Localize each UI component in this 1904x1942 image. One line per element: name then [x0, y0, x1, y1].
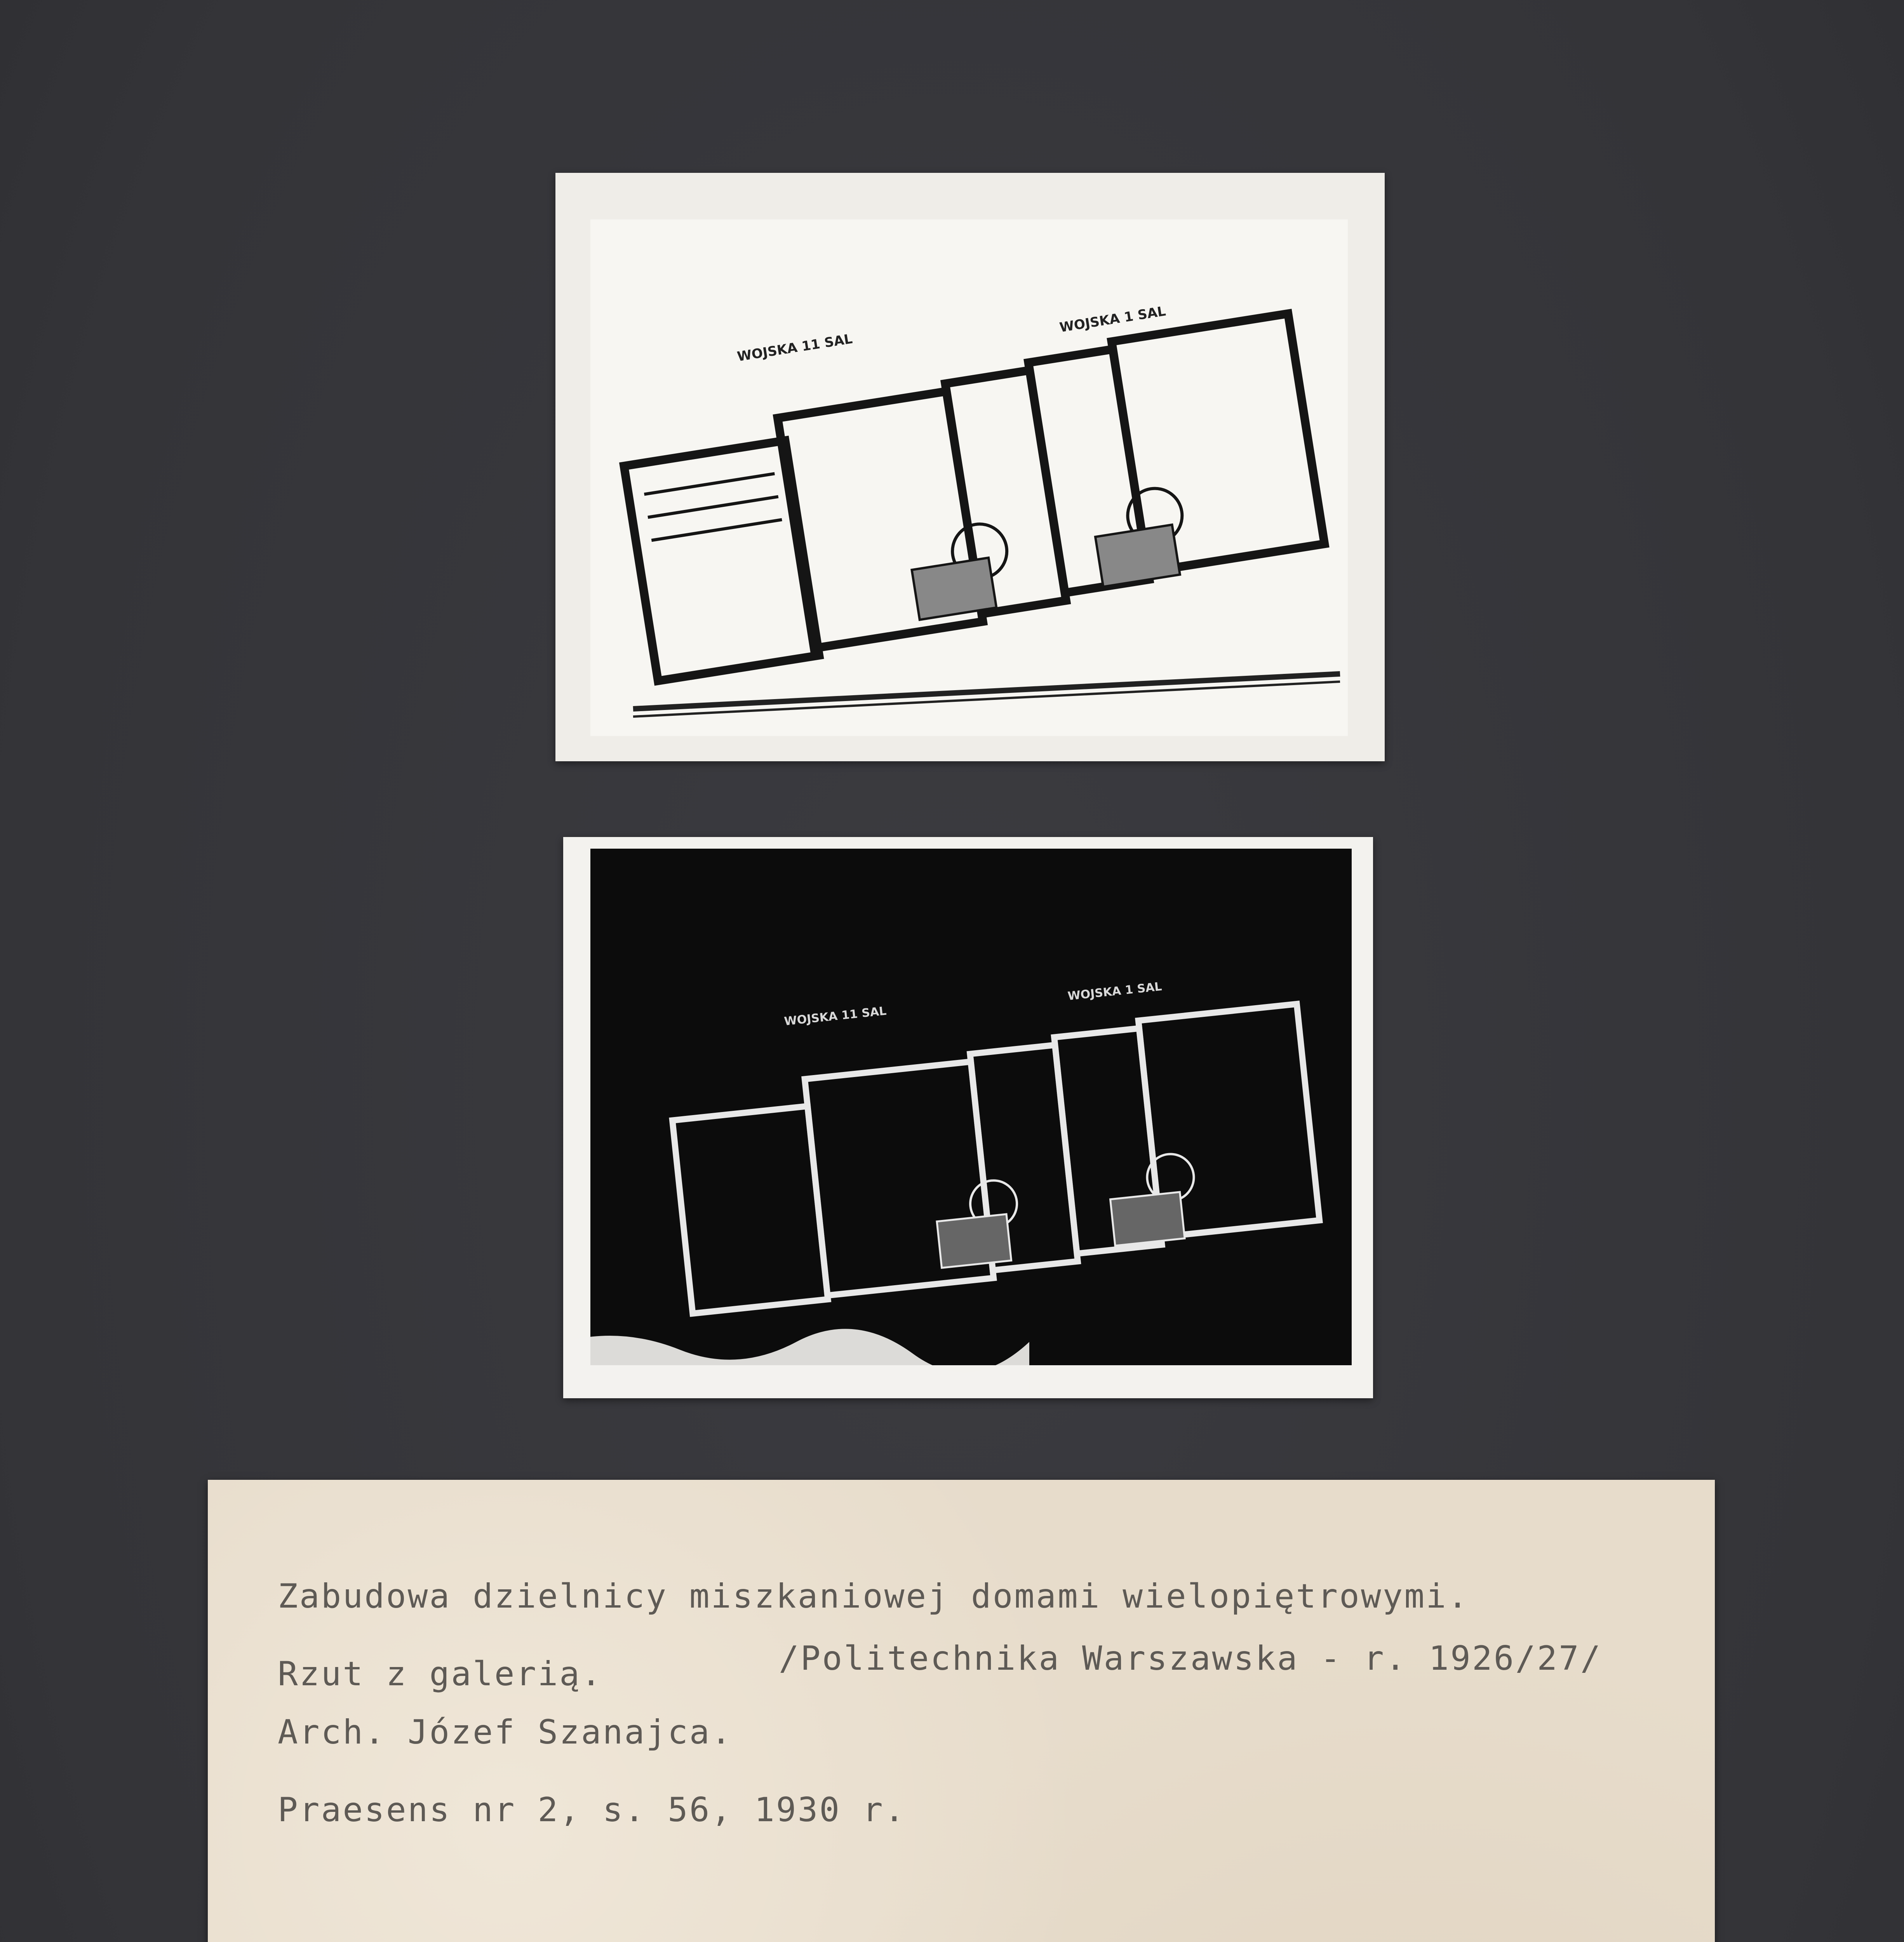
- card-publication: Praesens nr 2, s. 56, 1930 r.: [278, 1791, 906, 1829]
- card-source: /Politechnika Warszawska - r. 1926/27/: [779, 1639, 1602, 1678]
- floor-plan-photo-negative: [563, 837, 1373, 1398]
- street-label-2: WOJSKA 1 SAL: [1067, 980, 1163, 1003]
- card-architect: Arch. Józef Szanajca.: [278, 1713, 733, 1752]
- street-label-1: WOJSKA 11 SAL: [783, 1004, 887, 1028]
- card-subtitle: Rzut z galerią.: [278, 1655, 603, 1693]
- catalog-card: [208, 1480, 1715, 1942]
- floor-plan-photo-positive: [555, 173, 1385, 761]
- street-label-1: WOJSKA 11 SAL: [736, 331, 854, 365]
- floor-plan-drawing: [555, 173, 1385, 761]
- card-title: Zabudowa dzielnicy miszkaniowej domami wielopiętrowymi.: [278, 1577, 1469, 1616]
- floor-plan-drawing-negative: [563, 837, 1373, 1398]
- street-label-2: WOJSKA 1 SAL: [1058, 303, 1167, 336]
